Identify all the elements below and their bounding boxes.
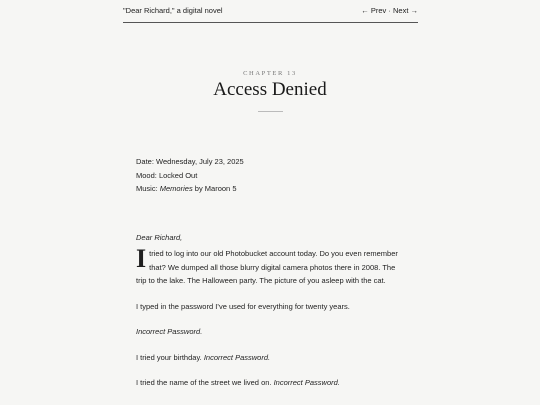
salutation: Dear Richard, (136, 232, 183, 242)
paragraph-2: I typed in the password I’ve used for everything for twenty years. (136, 301, 350, 311)
meta-date (136, 155, 406, 169)
next-link[interactable]: Next → (392, 6, 418, 15)
mood-value: Locked Out (158, 170, 198, 180)
music-artist: by Maroon 5 (194, 184, 237, 193)
music-label: Music: (136, 184, 158, 193)
chapter-body (136, 155, 406, 390)
meta-music (136, 182, 406, 196)
mood-label: Mood: (136, 170, 157, 180)
paragraph-1-text: tried to log into our old Photobucket account today. Do you even remember that? We dumped all those blurry digital camera photos there in 2008. The trip to the lake. The Halloween party. The picture of you asleep with the cat. (136, 249, 398, 285)
top-bar (123, 0, 418, 23)
paragraph-5 (136, 376, 406, 390)
chapter-title: Access Denied (213, 79, 327, 100)
book-title: "Dear Richard," a digital novel (123, 6, 223, 15)
date-value: Wednesday, July 23, 2025 (156, 157, 244, 166)
paragraph-3-emphasis: Incorrect Password. (136, 327, 203, 336)
paragraph-4-text: I tried your birthday. (136, 352, 202, 362)
prev-link[interactable]: ← Prev (361, 6, 387, 15)
paragraph-1 (136, 244, 406, 288)
paragraph-5-text: I tried the name of the street we lived on. (136, 378, 272, 387)
paragraph-4 (136, 351, 406, 365)
date-label: Date: (136, 157, 154, 166)
chapter-label: CHAPTER 13 (243, 70, 297, 77)
chapter-nav (361, 6, 418, 15)
paragraph-3 (136, 325, 406, 339)
paragraph-5-emphasis: Incorrect Password. (273, 378, 340, 387)
music-title: Memories (159, 184, 193, 193)
drop-cap: I (136, 244, 147, 273)
meta-mood (136, 169, 406, 183)
paragraph-4-emphasis: Incorrect Password. (203, 352, 271, 362)
entry-meta (136, 155, 406, 196)
title-divider (258, 111, 283, 112)
nav-separator: · (388, 6, 391, 15)
